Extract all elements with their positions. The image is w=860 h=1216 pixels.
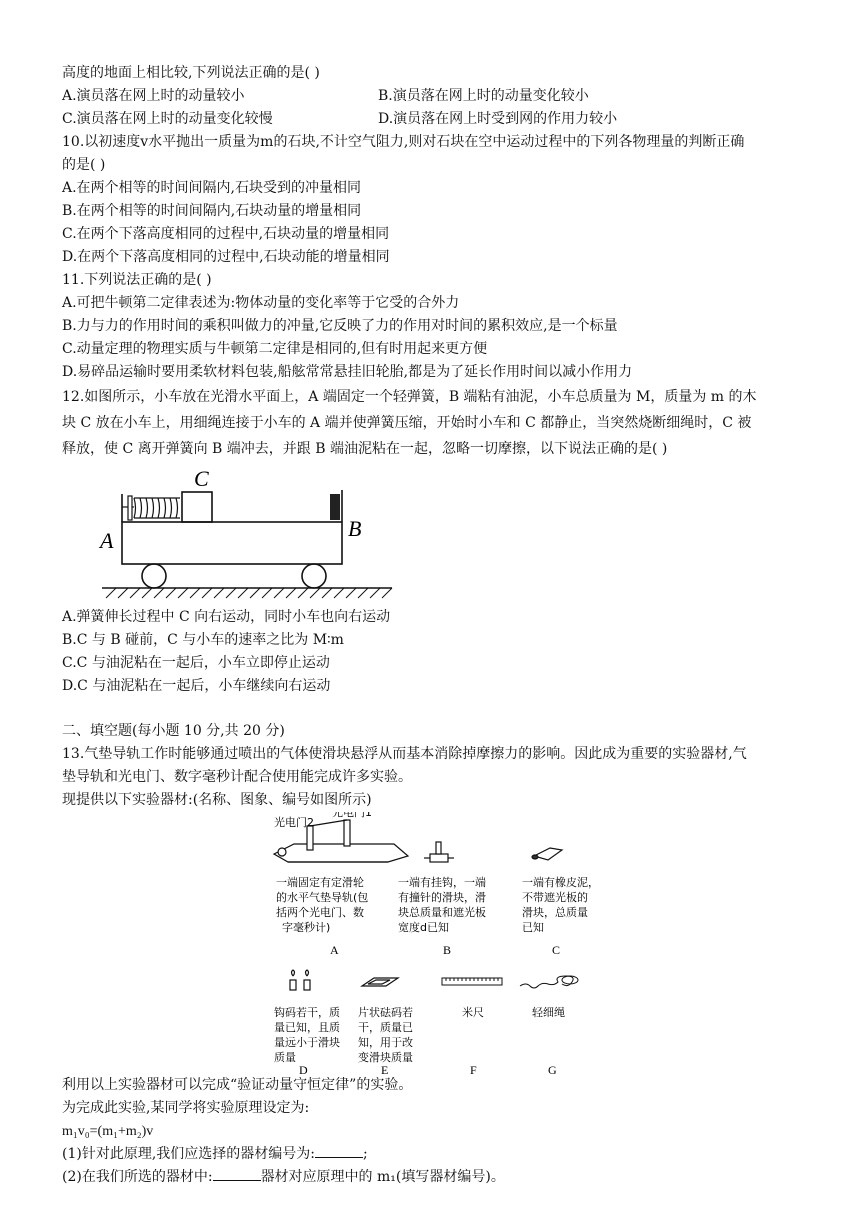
- q10-option-b: B.在两个相等的时间间隔内,石块动量的增量相同: [62, 203, 362, 219]
- c-desc-4: 已知: [522, 921, 544, 934]
- e-desc-3: 知，用于改: [358, 1036, 413, 1049]
- d-desc-1: 钩码若干，质: [274, 1006, 340, 1019]
- ruler-illustration: [442, 978, 502, 985]
- q9-options-row2: [62, 108, 802, 131]
- d-desc-4: 质量: [274, 1051, 296, 1064]
- q10-stem-line2: 的是( ): [62, 157, 106, 173]
- q13-sub1: [62, 1143, 802, 1166]
- label-c: C: [194, 466, 209, 491]
- row1-descriptions: [276, 875, 599, 934]
- q13-text-after2: 为完成此实验,某同学将实验原理设定为:: [62, 1100, 310, 1116]
- code-c: C: [552, 943, 561, 957]
- q13-formula: m₁v₀=(m₁+m₂)v: [62, 1124, 154, 1139]
- mud-b: [330, 494, 340, 520]
- label-b: B: [348, 516, 362, 541]
- q13-sub1-blank[interactable]: [315, 1143, 363, 1158]
- a-desc-2: 的水平气垫导轨(包: [276, 891, 369, 904]
- c-desc-1: 一端有橡皮泥，: [522, 876, 599, 889]
- c-desc-3: 滑块，总质量: [522, 906, 588, 919]
- d-desc-3: 量远小于滑块: [274, 1036, 340, 1049]
- gate2-label: 光电门2: [274, 816, 314, 829]
- q12-option-a: A.弹簧伸长过程中 C 向右运动，同时小车也向右运动: [62, 609, 391, 625]
- q13-text-after1: 利用以上实验器材可以完成“验证动量守恒定律”的实验。: [62, 1077, 413, 1093]
- q9-option-a: A.演员落在网上时的动量较小: [62, 88, 245, 104]
- cart-figure: [62, 464, 802, 602]
- q12-stem-line3: 释放，使 C 离开弹簧向 B 端冲去，并跟 B 端油泥粘在一起，忽略一切摩擦，以下说法正确的是( ): [62, 441, 668, 457]
- block-c: [182, 492, 212, 522]
- hook-weights-illustration: [290, 970, 310, 990]
- q13-stem-line1: 13.气垫导轨工作时能够通过喷出的气体使滑块悬浮从而基本消除掉摩擦力的影响。因此成为重要的实验器材,气: [62, 746, 747, 762]
- b-desc-1: 一端有挂钩，一端: [398, 876, 486, 889]
- q13-sub2: [62, 1166, 802, 1189]
- code-b: B: [443, 943, 452, 957]
- q9-option-d: D.演员落在网上时受到网的作用力较小: [378, 111, 618, 127]
- a-desc-3: 括两个光电门、数: [276, 906, 364, 919]
- spring: [122, 496, 180, 520]
- a-desc-4: 字毫秒计): [282, 921, 331, 934]
- code-d: D: [299, 1063, 308, 1074]
- q12-stem-line2: 块 C 放在小车上，用细绳连接于小车的 A 端并使弹簧压缩，开始时小车和 C 都静止，当突然烧断细绳时，C 被: [62, 415, 752, 431]
- q9-options-row1: [62, 85, 802, 108]
- code-g: G: [548, 1063, 557, 1074]
- q12-stem-line1: 12.如图所示，小车放在光滑水平面上，A 端固定一个轻弹簧，B 端粘有油泥，小车总质量为 M，质量为 m 的木: [62, 389, 757, 405]
- q12-option-d: D.C 与油泥粘在一起后，小车继续向右运动: [62, 678, 331, 694]
- slotted-weight-illustration: [362, 978, 398, 986]
- q11-option-c: C.动量定理的物理实质与牛顿第二定律是相同的,但有时用起来更方便: [62, 341, 488, 357]
- d-desc-2: 量已知，且质: [274, 1021, 340, 1034]
- q13-sub2-end: 器材对应原理中的 m₁(填写器材编号)。: [260, 1169, 505, 1185]
- q10-option-d: D.在两个下落高度相同的过程中,石块动能的增量相同: [62, 249, 390, 265]
- code-a: A: [330, 943, 339, 957]
- q9-option-b: B.演员落在网上时的动量变化较小: [378, 88, 589, 104]
- row2-descriptions: [274, 1005, 565, 1064]
- e-desc-2: 干，质量已: [358, 1021, 413, 1034]
- g-desc: 轻细绳: [532, 1006, 565, 1019]
- q13-sub2-prompt: (2)在我们所选的器材中:: [62, 1169, 213, 1185]
- q10-option-c: C.在两个下落高度相同的过程中,石块动量的增量相同: [62, 226, 390, 242]
- q9-option-c: C.演员落在网上时的动量变化较慢: [62, 111, 273, 127]
- slider-b-illustration: [424, 842, 454, 862]
- exam-page: [62, 62, 802, 1189]
- q13-sub1-end: ;: [363, 1146, 368, 1162]
- q10-stem-line1: 10.以初速度v水平抛出一质量为m的石块,不计空气阻力,则对石块在空中运动过程中的下列各物理量的判断正确: [62, 134, 745, 150]
- q11-option-b: B.力与力的作用时间的乘积叫做力的冲量,它反映了力的作用对时间的累积效应,是一个标量: [62, 318, 618, 334]
- b-desc-4: 宽度d已知: [398, 921, 449, 934]
- slider-c-illustration: [532, 848, 562, 860]
- string-illustration: [520, 976, 578, 988]
- q13-stem-line3: 现提供以下实验器材:(名称、图象、编号如图所示): [62, 792, 372, 808]
- gate1-label: 光电门1: [332, 812, 372, 819]
- q11-option-d: D.易碎品运输时要用柔软材料包装,船舷常常悬挂旧轮胎,都是为了延长作用时间以减小作用力: [62, 364, 633, 380]
- q9-stem: 高度的地面上相比较,下列说法正确的是( ): [62, 65, 320, 81]
- b-desc-3: 块总质量和遮光板: [398, 906, 486, 919]
- q13-sub2-blank[interactable]: [213, 1166, 261, 1181]
- a-desc-1: 一端固定有定滑轮: [276, 876, 364, 889]
- q13-sub1-prompt: (1)针对此原理,我们应选择的器材编号为:: [62, 1146, 315, 1162]
- f-desc: 米尺: [462, 1006, 484, 1019]
- code-f: F: [470, 1063, 477, 1074]
- label-a: A: [100, 528, 114, 553]
- q10-option-a: A.在两个相等的时间间隔内,石块受到的冲量相同: [62, 180, 362, 196]
- wheel-left: [142, 564, 166, 588]
- b-desc-2: 有撞针的滑块，滑: [398, 891, 486, 904]
- code-e: E: [381, 1063, 389, 1074]
- cart-diagram: [62, 464, 402, 602]
- equipment-diagram: [62, 812, 802, 1074]
- wheel-right: [302, 564, 326, 588]
- section2-title: 二、填空题(每小题 10 分,共 20 分): [62, 723, 285, 739]
- q11-option-a: A.可把牛顿第二定律表述为:物体动量的变化率等于它受的合外力: [62, 295, 460, 311]
- q13-stem-line2: 垫导轨和光电门、数字毫秒计配合使用能完成许多实验。: [62, 769, 412, 785]
- q11-stem: 11.下列说法正确的是( ): [62, 272, 212, 288]
- equipment-figure: [62, 812, 802, 1074]
- q12-option-b: B.C 与 B 碰前，C 与小车的速率之比为 M∶m: [62, 632, 344, 648]
- q12-option-c: C.C 与油泥粘在一起后，小车立即停止运动: [62, 655, 330, 671]
- e-desc-1: 片状砝码若: [358, 1006, 413, 1019]
- c-desc-2: 不带遮光板的: [522, 891, 588, 904]
- e-desc-4: 变滑块质量: [358, 1051, 413, 1064]
